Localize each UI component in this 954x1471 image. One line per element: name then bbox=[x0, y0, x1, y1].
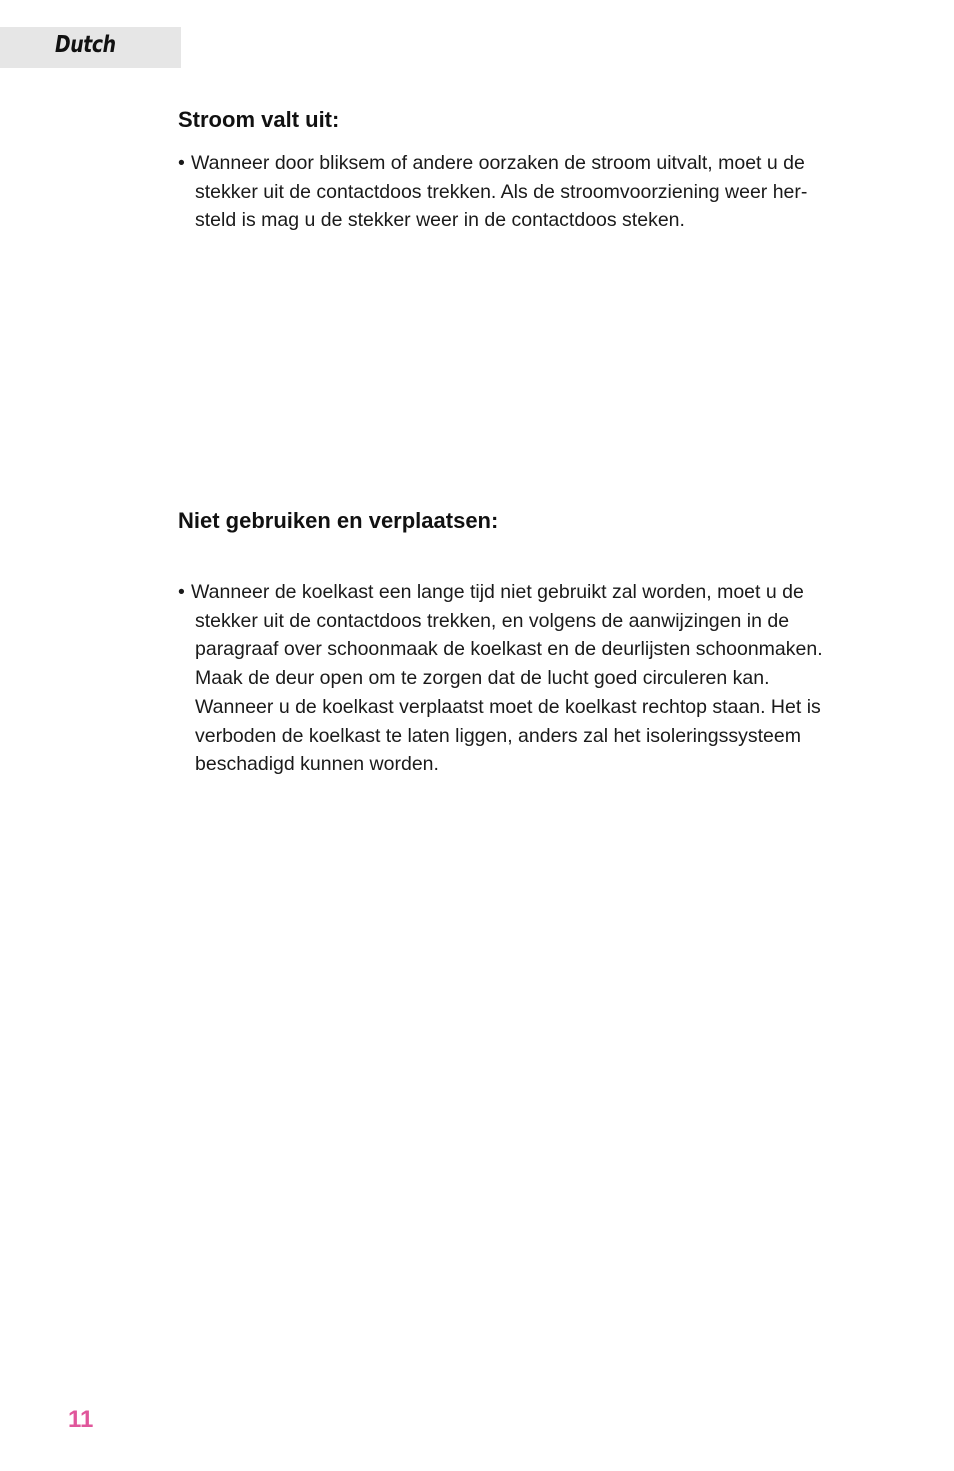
section-heading: Stroom valt uit: bbox=[178, 107, 340, 132]
bullet-item bbox=[178, 149, 878, 235]
page-number: 11 bbox=[68, 1406, 94, 1433]
bullet-mark: • bbox=[178, 152, 185, 174]
bullet-line: Wanneer de koelkast een lange tijd niet gebruikt zal worden, moet u de bbox=[191, 581, 804, 603]
bullet-line: beschadigd kunnen worden. bbox=[195, 753, 439, 776]
section-heading: Niet gebruiken en verplaatsen: bbox=[178, 508, 499, 533]
bullet-item bbox=[178, 578, 878, 779]
bullet-line: Maak de deur open om te zorgen dat de lucht goed circuleren kan. bbox=[195, 667, 770, 690]
bullet-line: stekker uit de contactdoos trekken, en volgens de aanwijzingen in de bbox=[195, 609, 790, 632]
bullet-line: steld is mag u de stekker weer in de contactdoos steken. bbox=[195, 209, 685, 232]
bullet-line: paragraaf over schoonmaak de koelkast en de deurlijsten schoonmaken. bbox=[195, 638, 823, 661]
language-tab bbox=[0, 27, 181, 68]
bullet-line: Wanneer u de koelkast verplaatst moet de koelkast rechtop staan. Het is bbox=[195, 695, 821, 718]
language-label: Dutch bbox=[55, 32, 116, 58]
section-power-outage bbox=[178, 106, 878, 235]
section-storage-moving bbox=[178, 507, 878, 779]
bullet-mark: • bbox=[178, 581, 185, 603]
bullet-line: stekker uit de contactdoos trekken. Als de stroomvoorziening weer her- bbox=[195, 180, 808, 203]
bullet-line: Wanneer door bliksem of andere oorzaken de stroom uitvalt, moet u de bbox=[191, 152, 805, 174]
bullet-line: verboden de koelkast te laten liggen, anders zal het isoleringssysteem bbox=[195, 724, 801, 747]
